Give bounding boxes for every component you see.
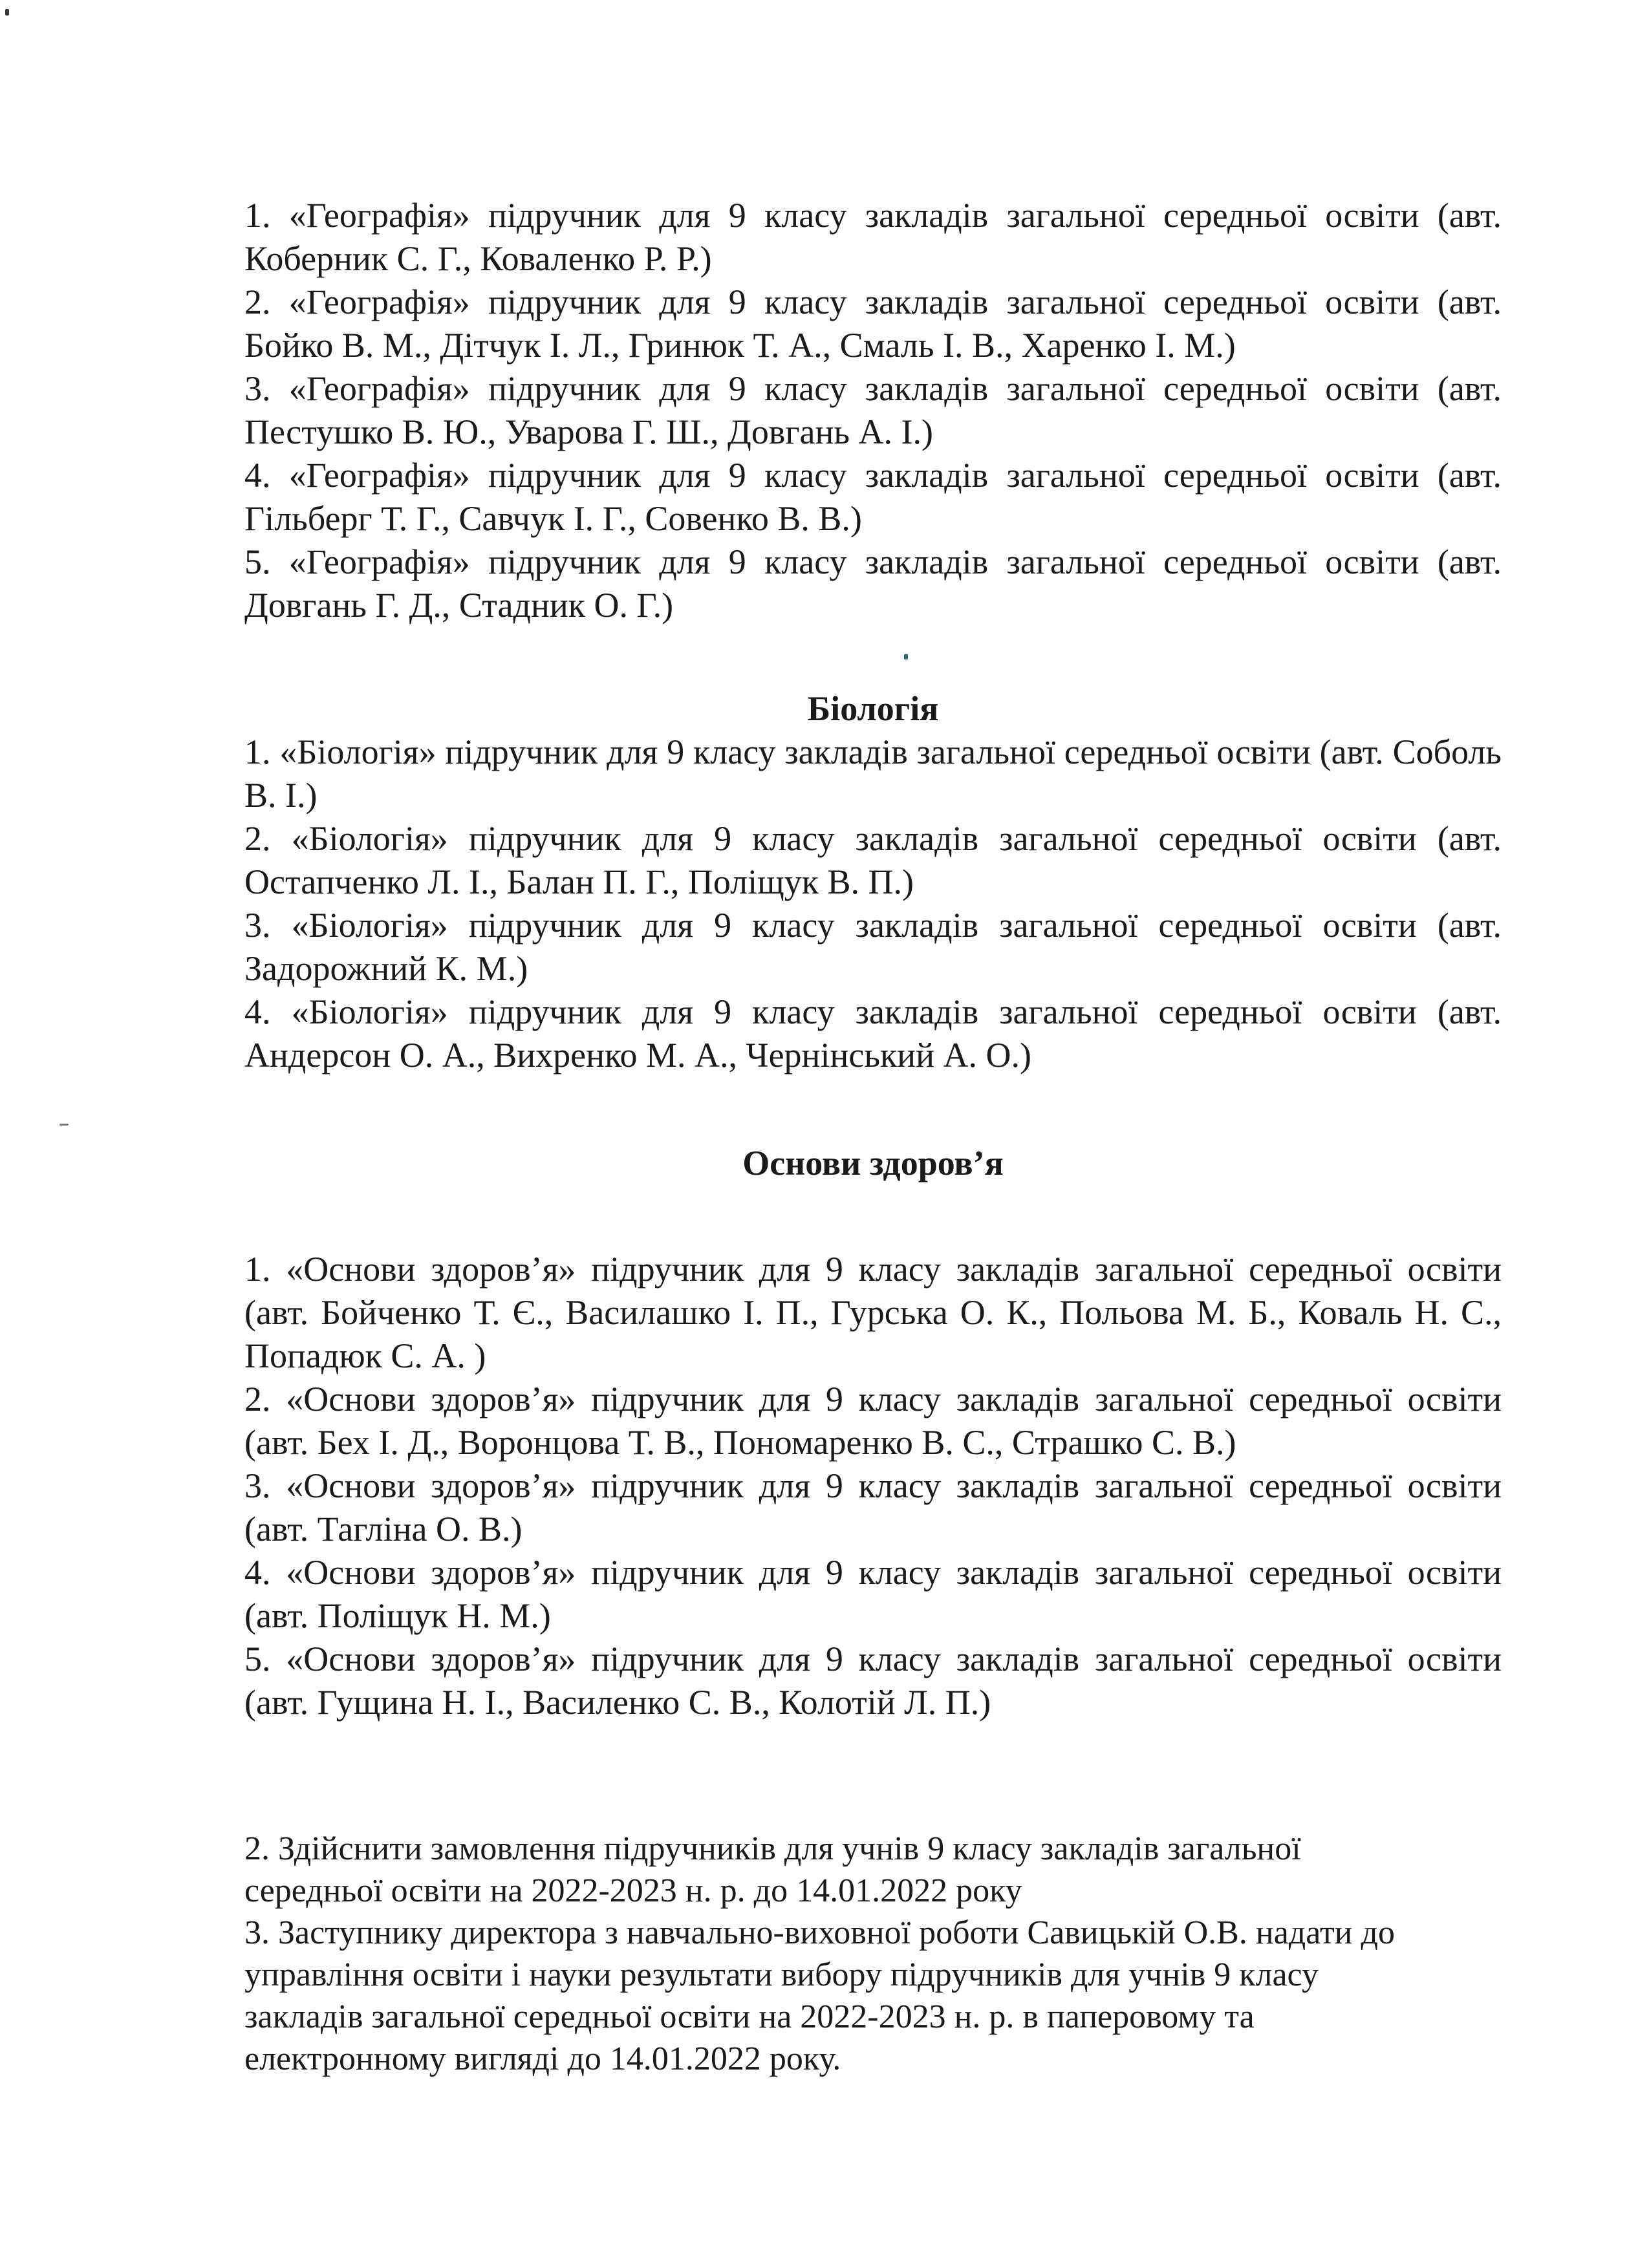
list-item: 3. «Основи здоров’я» підручник для 9 класу закладів загальної середньої освіти (авт. Тагліна О. В.) bbox=[244, 1466, 1502, 1548]
order-paragraphs bbox=[244, 1828, 1408, 2080]
scan-speck bbox=[5, 9, 9, 16]
list-item: 3. «Біологія» підручник для 9 класу закладів загальної середньої освіти (авт. Задорожний К. М.) bbox=[244, 906, 1502, 988]
list-item: 2. «Географія» підручник для 9 класу закладів загальної середньої освіти (авт. Бойко В. М., Дітчук І. Л., Гринюк Т. А., Смаль І. В., Харенко І. М.) bbox=[244, 283, 1502, 365]
list-item: 1. «Основи здоров’я» підручник для 9 класу закладів загальної середньої освіти (авт. Бойченко Т. Є., Василашко І. П., Гурська О. К., Польова М. Б., Коваль Н. С., Попадюк С. А. ) bbox=[244, 1250, 1502, 1375]
document-body bbox=[244, 194, 1502, 2080]
section-heading-health: Основи здоров’я bbox=[742, 1144, 1004, 1182]
list-item: 4. «Біологія» підручник для 9 класу закладів загальної середньої освіти (авт. Андерсон О. А., Вихренко М. А., Чернінський А. О.) bbox=[244, 992, 1502, 1075]
geography-list bbox=[244, 194, 1502, 627]
biology-list bbox=[244, 731, 1502, 1077]
scan-speck bbox=[59, 1124, 69, 1126]
section-heading-biology: Біологія bbox=[807, 689, 939, 728]
health-list bbox=[244, 1248, 1502, 1724]
list-item: 1. «Географія» підручник для 9 класу закладів загальної середньої освіти (авт. Коберник С. Г., Коваленко Р. Р.) bbox=[244, 196, 1502, 278]
list-item: 3. «Географія» підручник для 9 класу закладів загальної середньої освіти (авт. Пестушко В. Ю., Уварова Г. Ш., Довгань А. І.) bbox=[244, 369, 1502, 451]
list-item: 2. «Основи здоров’я» підручник для 9 класу закладів загальної середньої освіти (авт. Бех І. Д., Воронцова Т. В., Пономаренко В. С., Страшко С. В.) bbox=[244, 1380, 1502, 1462]
list-item: 5. «Основи здоров’я» підручник для 9 класу закладів загальної середньої освіти (авт. Гущина Н. І., Василенко С. В., Колотій Л. П.) bbox=[244, 1640, 1502, 1722]
list-item: 4. «Основи здоров’я» підручник для 9 класу закладів загальної середньої освіти (авт. Поліщук Н. М.) bbox=[244, 1553, 1502, 1635]
order-paragraph: 3. Заступнику директора з навчально-виховної роботи Савицькій О.В. надати до управління освіти і науки результати вибору підручників для учнів 9 класу закладів загальної середньої освіти на 2022-2023 н. р. в паперовому та електронному вигляді до 14.01.2022 року. bbox=[244, 1914, 1395, 2077]
order-paragraph: 2. Здійснити замовлення підручників для учнів 9 класу закладів загальної середньої освіти на 2022-2023 н. р. до 14.01.2022 року bbox=[244, 1830, 1301, 1909]
list-item: 2. «Біологія» підручник для 9 класу закладів загальної середньої освіти (авт. Остапченко Л. І., Балан П. Г., Поліщук В. П.) bbox=[244, 819, 1502, 901]
list-item: 4. «Географія» підручник для 9 класу закладів загальної середньої освіти (авт. Гільберг Т. Г., Савчук І. Г., Совенко В. В.) bbox=[244, 456, 1502, 538]
list-item: 5. «Географія» підручник для 9 класу закладів загальної середньої освіти (авт. Довгань Г. Д., Стадник О. Г.) bbox=[244, 542, 1502, 625]
list-item: 1. «Біологія» підручник для 9 класу закладів загальної середньої освіти (авт. Соболь В. І.) bbox=[244, 733, 1502, 815]
